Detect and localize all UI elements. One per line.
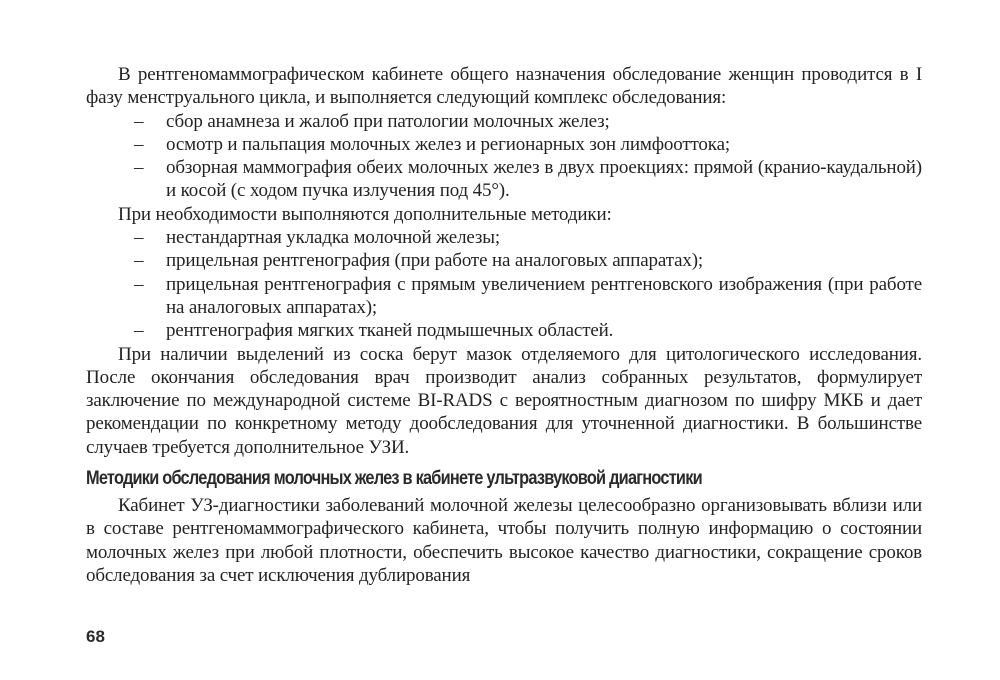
list-item-text: прицельная рентгенография (при работе на аналоговых аппаратах); — [166, 250, 704, 272]
list-item-text: рентгенография мягких тканей подмышечных областей. — [166, 320, 614, 342]
list-item-text: прицельная рентгенография с прямым увеличением рентгеновского изображения (при работе на аналоговых аппаратах); — [166, 273, 922, 318]
list-item — [86, 249, 922, 272]
list-item — [86, 226, 922, 249]
list-dash: – — [134, 250, 144, 272]
page-content — [86, 63, 922, 587]
extra-methods-intro: При необходимости выполняются дополнительные методики: — [118, 203, 612, 225]
section-heading: Методики обследования молочных желез в кабинете ультразвуковой диагностики — [86, 468, 702, 490]
list-item — [86, 133, 922, 156]
list-dash: – — [134, 157, 144, 179]
intro-paragraph: В рентгеномаммографическом кабинете общего назначения обследование женщин проводится в I фазу менструального цикла, и выполняется следующий комплекс обследования: — [86, 64, 922, 109]
page-number: 68 — [86, 627, 105, 646]
list-dash: – — [134, 133, 144, 155]
list-item-text: сбор анамнеза и жалоб при патологии молочных желез; — [166, 110, 610, 132]
list-item-text: нестандартная укладка молочной железы; — [166, 227, 501, 249]
list-dash: – — [134, 227, 144, 249]
list-item-text: осмотр и пальпация молочных желез и регионарных зон лимфооттока; — [166, 133, 730, 155]
list-item — [86, 156, 922, 203]
list-item — [86, 319, 922, 342]
list-dash: – — [134, 273, 144, 295]
extra-methods-list — [86, 226, 922, 342]
list-item — [86, 110, 922, 133]
exam-list — [86, 110, 922, 203]
list-dash: – — [134, 110, 144, 132]
list-item — [86, 273, 922, 320]
ultrasound-paragraph: Кабинет УЗ-диагностики заболеваний молочной железы целесообразно организовывать вблизи или в составе рентгеномаммографического кабинета, чтобы получить полную информацию о состоянии молочных желез при любой плотности, обеспечить высокое качество диагностики, сокращение сроков обследования за счет исключения дублирования — [86, 495, 922, 586]
list-item-text: обзорная маммография обеих молочных желез в двух проекциях: прямой (кранио-каудальной) и косой (с ходом пучка излучения под 45°). — [166, 157, 922, 202]
list-dash: – — [134, 320, 144, 342]
discharge-paragraph: При наличии выделений из соска берут мазок отделяемого для цитологического исследования. После окончания обследования врач производит анализ собранных результатов, формулирует заключение по международной системе BI-RADS с вероятностным диагнозом по шифру МКБ и дает рекомендации по конкретному методу дообследования для уточненной диагностики. В большинстве случаев требуется дополнительное УЗИ. — [86, 343, 922, 458]
